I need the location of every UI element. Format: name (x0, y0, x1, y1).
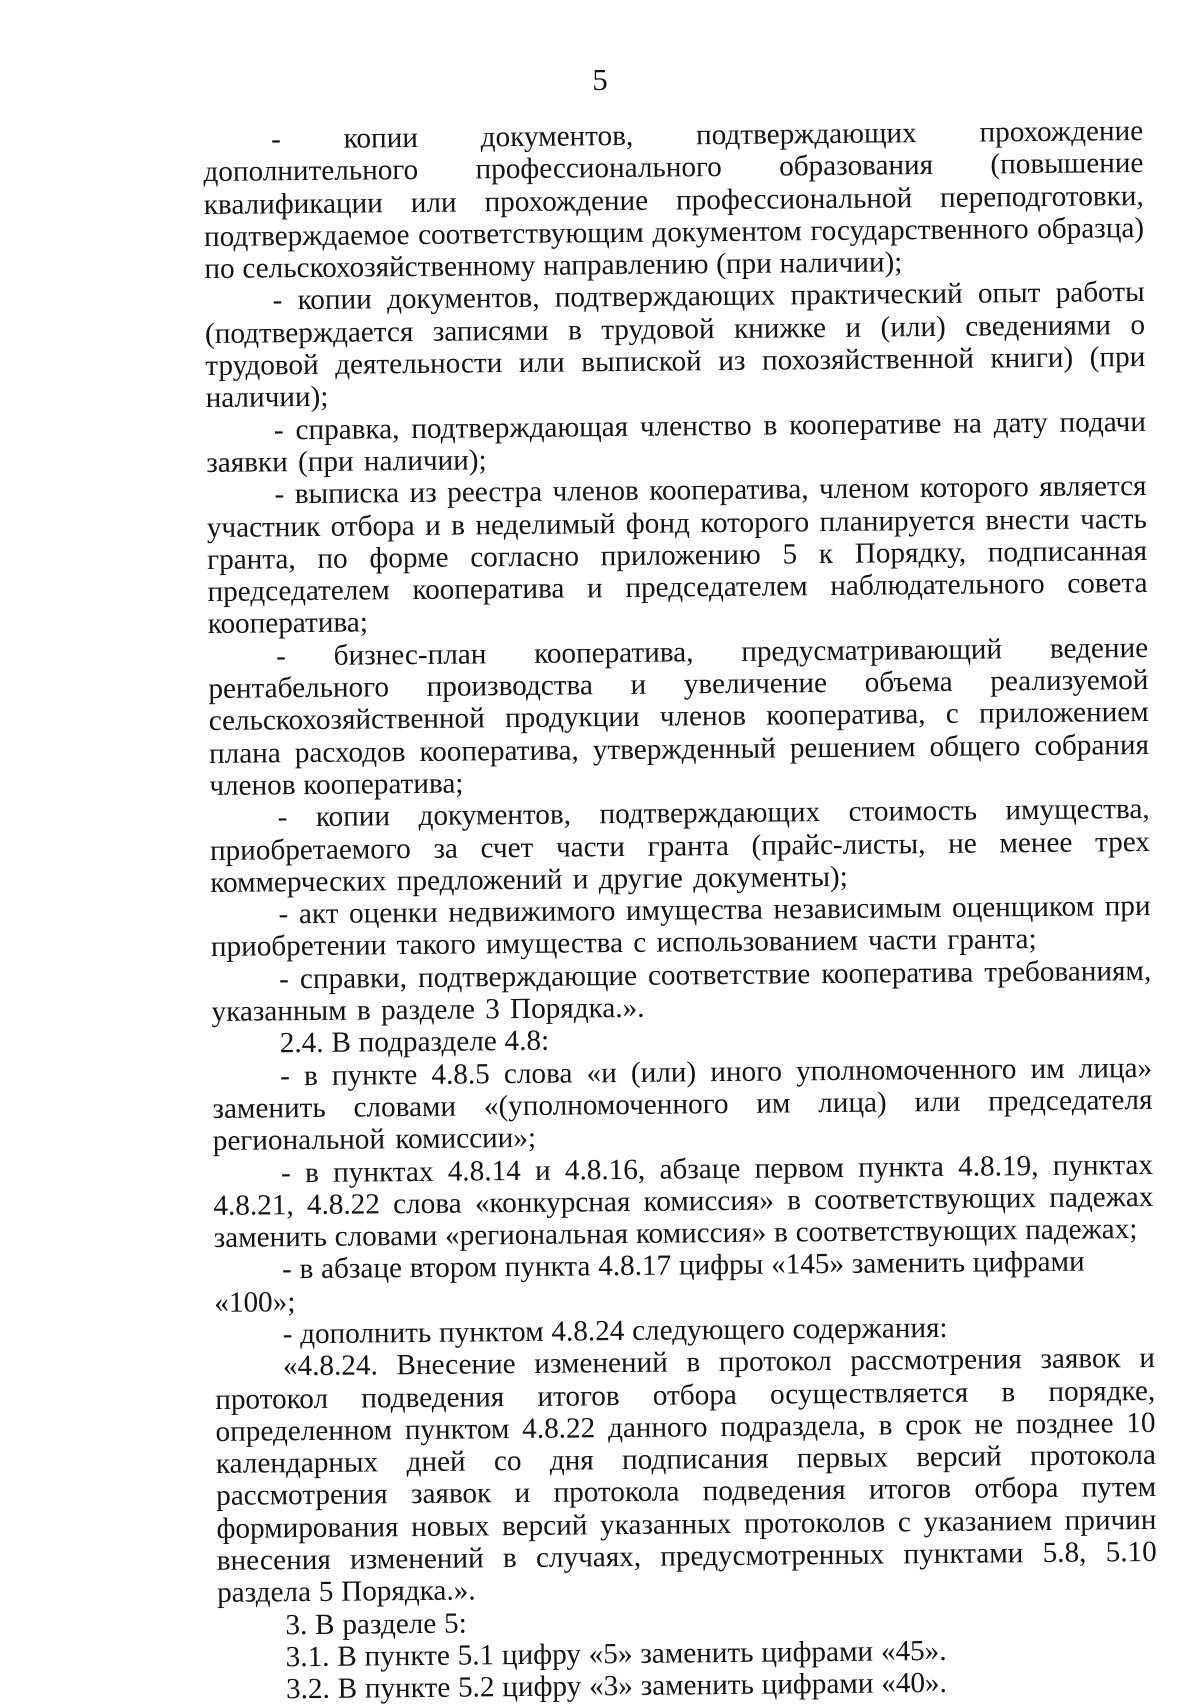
paragraph-education-docs: - копии документов, подтверждающих прохождение дополнительного профессионального образования (повышение квалификации или прохождение профессиональной переподготовки, подтверждаемое соответствующим документом государственного образца) по сельскохозяйственному направлению (при наличии); (203, 114, 1145, 286)
paragraph-section-5: 3. В разделе 5: (285, 1607, 467, 1641)
paragraph-membership-certificate: - справка, подтверждающая членство в кооперативе на дату подачи заявки (при наличии); (206, 405, 1147, 479)
paragraph-valuation-act: - акт оценки недвижимого имущества независимым оценщиком при приобретении такого имущества с использованием части гранта; (210, 890, 1151, 964)
paragraph-compliance-certificates: - справки, подтверждающие соответствие кооператива требованиям, указанным в разделе 3 Порядка.». (211, 954, 1152, 1028)
paragraph-item-5-1: 3.1. В пункте 5.1 цифру «5» заменить цифрами «45». (285, 1634, 947, 1674)
paragraph-items-4-8-14-to-4-8-22: - в пунктах 4.8.14 и 4.8.16, абзаце первом пункта 4.8.19, пунктах 4.8.21, 4.8.22 слова «конкурсная комиссия» в соответствующих падежах заменить словами «региональная комиссия» в соответствующих падежах; (213, 1148, 1154, 1255)
paragraph-item-4-8-24-text: «4.8.24. Внесение изменений в протокол рассмотрения заявок и протокол подведения итогов отбора осуществляется в порядке, определенном пунктом 4.8.22 данного подраздела, в срок не позднее 10 календарных дней со дня подписания первых версий протокола рассмотрения заявок и протокола подведения итогов отбора путем формирования новых версий указанных протоколов с указанием причин внесения изменений в случаях, предусмотренных пунктами 5.8, 5.10 раздела 5 Порядка.». (215, 1342, 1157, 1610)
paragraph-item-5-2: 3.2. В пункте 5.2 цифру «3» заменить цифрами «40». (285, 1667, 948, 1706)
paragraph-members-registry-extract: - выписка из реестра членов кооператива, членом которого является участник отбора и в неделимый фонд которого планируется внести часть гранта, по форме согласно приложению 5 к Порядку, подписанная председателем кооператива и председателем наблюдательного совета кооператива; (206, 470, 1148, 641)
paragraph-item-4-8-17: - в абзаце втором пункта 4.8.17 цифры «145» заменить цифрами «100»; (214, 1245, 1085, 1319)
paragraph-work-experience-docs: - копии документов, подтверждающих практический опыт работы (подтверждается записями в трудовой книжке и (или) сведениями о трудовой деятельности или выпиской из похозяйственной книги) (при наличии); (204, 276, 1146, 415)
page-number: 5 (592, 62, 608, 97)
paragraph-item-4-8-5: - в пункте 4.8.5 слова «и (или) иного уполномоченного им лица» заменить словами «(уполномоченного им лица) или председателя региональной комиссии»; (212, 1051, 1153, 1158)
document-body (203, 115, 1158, 1706)
paragraph-add-item-4-8-24: - дополнить пунктом 4.8.24 следующего содержания: (282, 1311, 948, 1351)
paragraph-business-plan: - бизнес-план кооператива, предусматривающий ведение рентабельного производства и увеличение объема реализуемой сельскохозяйственной продукции членов кооператива, с приложением плана расходов кооператива, утвержденный решением общего собрания членов кооператива; (208, 631, 1150, 802)
paragraph-subsection-4-8: 2.4. В подразделе 4.8: (279, 1025, 550, 1060)
paragraph-property-cost-docs: - копии документов, подтверждающих стоимость имущества, приобретаемого за счет части гранта (прайс-листы, не менее трех коммерческих предложений и другие документы); (209, 793, 1151, 899)
